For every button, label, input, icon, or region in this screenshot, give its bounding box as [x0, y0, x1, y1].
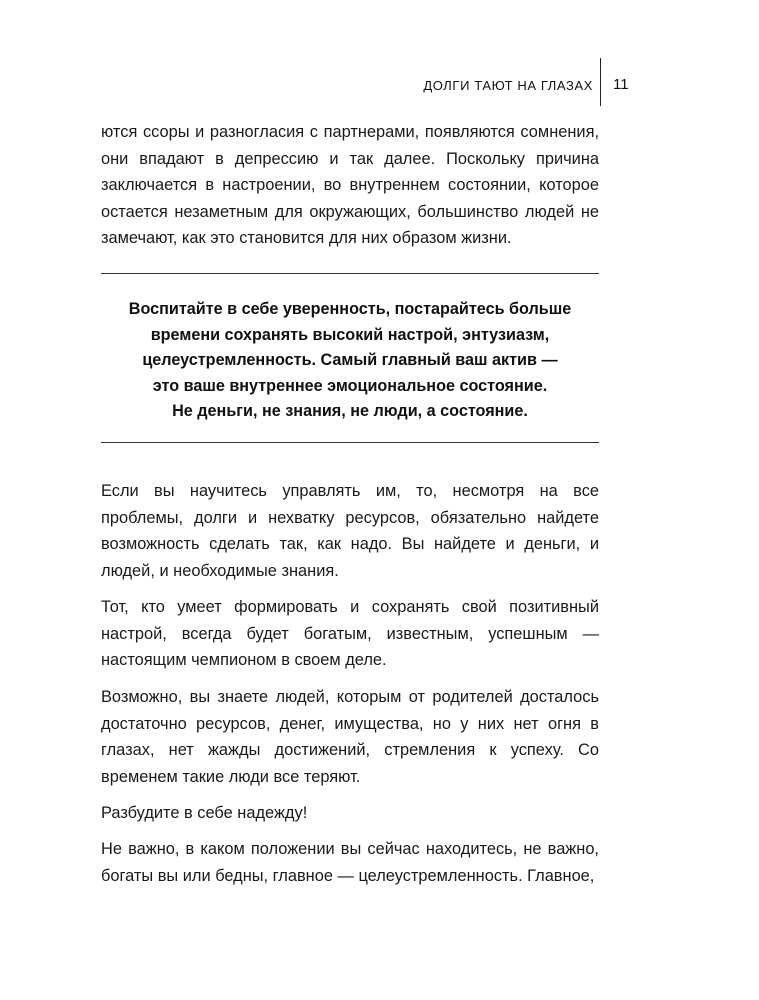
page-header — [0, 58, 759, 106]
page-number: 11 — [613, 76, 629, 93]
pull-quote-line: Не деньги, не знания, не люди, а состояние. — [172, 402, 528, 420]
body-paragraph — [101, 800, 599, 827]
paragraph-text: Возможно, вы знаете людей, которым от родителей досталось достаточно ресурсов, денег, имущества, но у них нет огня в глазах, нет жажды достижений, стремления к успеху. Со временем такие люди все теряют. — [101, 688, 599, 786]
header-divider — [600, 58, 601, 106]
pull-quote-line: времени сохранять высокий настрой, энтузиазм, — [150, 325, 550, 344]
body-paragraph — [101, 836, 599, 889]
body-paragraph — [101, 119, 599, 252]
pull-quote — [101, 297, 599, 425]
paragraph-text: Если вы научитесь управлять им, то, несмотря на все проблемы, долги и нехватку ресурсов, обязательно найдете возможность сделать так, как надо. Вы найдете и деньги, и людей, и необходимые знания. — [101, 482, 599, 580]
running-title: ДОЛГИ ТАЮТ НА ГЛАЗАХ — [423, 78, 593, 93]
paragraph-text: Тот, кто умеет формировать и сохранять свой позитивный настрой, всегда будет богатым, известным, успешным — настоящим чемпионом в своем деле. — [101, 598, 599, 669]
body-paragraph — [101, 594, 599, 674]
paragraph-text: ются ссоры и разногласия с партнерами, появляются сомнения, они впадают в депрессию и так далее. Поскольку причина заключается в настроении, во внутреннем состоянии, которое остается незаметным для окружающих, большинство людей не замечают, как это становится для них образом жизни. — [101, 123, 599, 247]
body-paragraph — [101, 478, 599, 584]
pull-quote-line: целеустремленность. Самый главный ваш актив — — [142, 351, 558, 369]
pull-quote-line: это ваше внутреннее эмоциональное состояние. — [152, 376, 548, 395]
pull-quote-line: Воспитайте в себе уверенность, постарайтесь больше — [128, 300, 572, 318]
quote-bottom-rule — [101, 442, 599, 443]
quote-top-rule — [101, 273, 599, 274]
body-paragraph — [101, 684, 599, 790]
paragraph-text: Не важно, в каком положении вы сейчас находитесь, не важно, богаты вы или бедны, главное — целеустремленность. Главное, — [101, 840, 599, 885]
paragraph-text: Разбудите в себе надежду! — [101, 804, 308, 822]
